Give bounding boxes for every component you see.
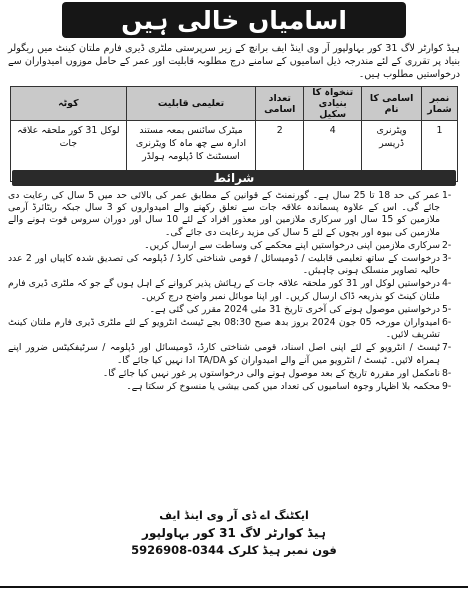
cell-qualification: میٹرک سائنس بمعہ مستند ادارہ سے چھ ماہ کا ویٹرنری اسسٹنٹ کا ڈپلومہ ہولڈر (126, 121, 256, 182)
condition-number: -9 (442, 381, 452, 393)
condition-item (8, 381, 460, 393)
cell-serial: 1 (422, 121, 458, 182)
intro-paragraph: ہیڈ کوارٹر لاگ 31 کور بہاولپور آر وی اینڈ ایف برانچ کے زیر سرپرستی ملٹری ڈیری فارم ملتان کینٹ میں ریگولر بنیاد پر تقرری کے لئے مندرجہ ذیل اسامیوں کے سامنے درج مطلوبہ قابلیت اور عمر کے حامل موزوں امیدواران سے درخواستیں مطلوب ہیں۔ (8, 43, 461, 80)
page-title: اسامیاں خالی ہیں (62, 2, 406, 38)
col-header-post: اسامی کا نام (362, 87, 422, 121)
cell-count: 2 (256, 121, 304, 182)
condition-number: -8 (442, 367, 452, 379)
condition-number: -6 (442, 317, 452, 329)
bottom-divider (0, 586, 468, 588)
condition-text: امیدواران مورخہ 05 جون 2024 بروز بدھ صبح 08:30 بجے ٹیسٹ انٹرویو کے لئے ملٹری ڈیری فارم ملتان کینٹ تشریف لائیں۔ (8, 317, 440, 341)
condition-item (8, 304, 460, 316)
condition-number: -1 (442, 190, 452, 201)
condition-item (8, 342, 460, 366)
condition-number: -7 (442, 342, 452, 354)
col-header-qualification: تعلیمی قابلیت (126, 87, 256, 121)
condition-number: -5 (442, 303, 452, 315)
condition-text: سرکاری ملازمین اپنی درخواستیں اپنے محکمے کی وساطت سے ارسال کریں۔ (144, 239, 440, 251)
col-header-count: تعداد اسامی (256, 87, 304, 121)
condition-text: درخواست کے ساتھ تعلیمی قابلیت / ڈومیسائل / قومی شناختی کارڈ / ڈپلومہ کی تصدیق شدہ کاپیاں اور 2 عدد حالیہ تصاویر منسلک ہونی چاہیئں۔ (8, 253, 440, 277)
condition-text: درخواستیں موصول ہونے کی آخری تاریخ 31 مئی 2024 مقرر کی گئی ہے۔ (149, 303, 440, 315)
condition-text: ٹیسٹ / انٹرویو کے لئے اپنی اصل اسناد، قومی شناختی کارڈ، ڈومیسائل اور ڈپلومہ / سرٹیفکیٹس ضرور اپنے ہمراہ لائیں۔ ٹیسٹ / انٹرویو میں آنے والے امیدواران کو TA/DA ادا نہیں کیا جائے گا۔ (8, 342, 440, 366)
col-header-quota: کوٹہ (11, 87, 127, 121)
cell-quota: لوکل 31 کور ملحقہ علاقہ جات (11, 121, 127, 182)
col-header-scale: تنخواہ کا بنیادی سکیل (304, 87, 362, 121)
condition-item (8, 253, 460, 277)
condition-number: -2 (442, 239, 452, 251)
condition-item (8, 368, 460, 380)
condition-item (8, 317, 460, 341)
signature-block (100, 508, 368, 559)
vacancy-table (10, 86, 458, 182)
condition-text: محکمہ بلا اظہار وجوہ اسامیوں کی تعداد میں کمی بیشی یا منسوخ کر سکتا ہے۔ (126, 381, 440, 393)
condition-number: -4 (442, 278, 452, 290)
cell-scale: 4 (304, 121, 362, 182)
signatory-office: ہیڈ کوارٹر لاگ 31 کور بہاولپور (142, 526, 326, 540)
conditions-heading: شرائط (213, 171, 255, 185)
signatory-designation: ایکٹنگ اے ڈی آر وی اینڈ ایف (159, 509, 309, 522)
condition-item (8, 278, 460, 302)
condition-number: -3 (442, 253, 452, 265)
conditions-list (8, 190, 460, 394)
table-header-row (11, 87, 458, 121)
col-header-serial: نمبر شمار (422, 87, 458, 121)
condition-item (8, 240, 460, 252)
condition-item (8, 190, 460, 239)
condition-text: عمر کی حد 18 تا 25 سال ہے۔ گورنمنٹ کے قوانین کے مطابق عمر کی بالائی حد میں 5 سال کی رعایت دی جائے گی۔ اس کے علاوہ پسماندہ علاقہ جات سے تعلق رکھنے والے امیدواروں کو 3 سال جبکہ ریٹائرڈ آرمی ملازمین کو 15 سال اور سرکاری ملازمین اور معذور افراد کے لئے 10 سال اور دوران سروس فوت ہونے والے ملازمین کی بیوہ اور بچوں کے لئے 5 سال کی مزید رعایت دی جائے گی۔ (8, 190, 440, 238)
condition-text: نامکمل اور مقررہ تاریخ کے بعد موصول ہونے والی درخواستوں پر غور نہیں کیا جائے گا۔ (102, 367, 440, 379)
cell-post: ویٹرنری ڈریسر (362, 121, 422, 182)
conditions-heading-bar (12, 170, 456, 186)
contact-phone: فون نمبر ہیڈ کلرک 0344-5926908 (131, 543, 337, 557)
condition-text: درخواستیں لوکل اور 31 کور ملحقہ علاقہ جات کے رہائش پذیر کروانے کے اہل ہوں گے جو کہ ملٹری ڈیری فارم ملتان کینٹ کو بذریعہ ڈاک ارسال کریں۔ اور اپنا موبائل نمبر واضح درج کریں۔ (8, 278, 440, 302)
